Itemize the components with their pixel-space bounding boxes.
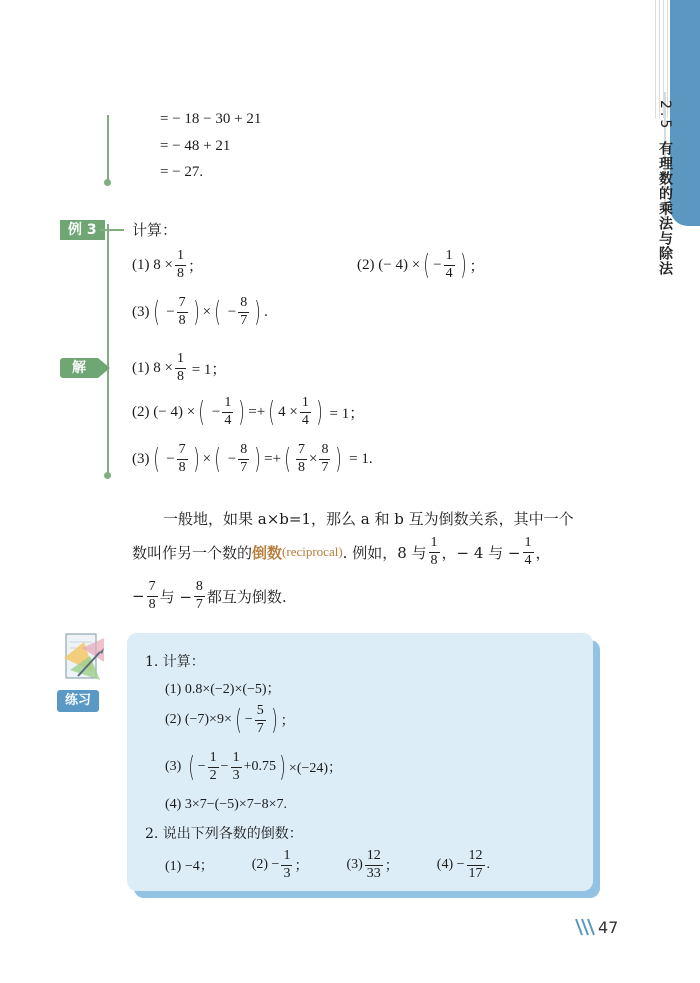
ex1-num: 1 xyxy=(175,249,186,266)
sol2-num-1: 1 xyxy=(222,396,233,413)
q12-fraction xyxy=(255,704,266,736)
q13-num-1: 1 xyxy=(208,751,219,768)
para3-fraction-2 xyxy=(194,580,205,612)
sol1-fraction xyxy=(175,352,186,384)
sol2-prefix: (2) (− 4) × xyxy=(132,403,196,420)
q21: (1) −4； xyxy=(165,859,214,875)
solution-label: 解 xyxy=(60,358,98,378)
practice-notebook-icon xyxy=(60,628,110,688)
sol1-suffix: = 1； xyxy=(191,361,227,378)
para2-text-d: ， xyxy=(535,543,551,562)
q12-prefix: (2) (−7)×9× xyxy=(165,712,232,728)
para3-text-b: 都互为倒数. xyxy=(206,587,287,606)
example-label-connector xyxy=(100,229,124,231)
q13-fraction-2 xyxy=(231,751,242,783)
ex1-fraction xyxy=(175,249,186,281)
q24-suffix: . xyxy=(486,857,491,873)
q13-tail: +0.75 xyxy=(243,759,276,775)
example-problem-1 xyxy=(132,249,203,281)
q24-den: 17 xyxy=(468,865,483,881)
para3-den-1: 8 xyxy=(148,596,156,612)
sol2-suffix: = 1； xyxy=(329,405,365,422)
q22-num: 1 xyxy=(281,849,292,866)
q12-den: 7 xyxy=(256,720,264,736)
para3-num-1: 7 xyxy=(147,580,158,597)
practice-q1-2: (2) (−7)×9× ( − $\frac{5}{7}$ ) ； xyxy=(165,703,295,737)
carry-line-1: = − 18 − 30 + 21 xyxy=(160,111,262,127)
practice-label: 练习 xyxy=(57,690,99,712)
ex2-sign: − xyxy=(433,256,442,273)
sol3-mid: =+ xyxy=(264,450,282,467)
ex3-den-2: 7 xyxy=(240,312,248,328)
practice-q1-4: (4) 3×7−(−5)×7−8×7. xyxy=(165,797,288,812)
q13-prefix: (3) xyxy=(165,759,182,775)
para3-fraction-1 xyxy=(147,580,158,612)
chapter-number: 2.5 xyxy=(657,100,673,132)
paragraph-line-2 xyxy=(132,536,551,568)
para3-num-2: 8 xyxy=(194,580,205,597)
para2-text-c: ，− 4 与 − xyxy=(441,543,521,562)
sol2-num-2: 1 xyxy=(300,396,311,413)
q23-suffix: ； xyxy=(384,859,399,875)
ex2-fraction xyxy=(444,249,455,281)
ex1-prefix: (1) 8 × xyxy=(132,256,173,273)
ex3-fraction-2 xyxy=(238,296,249,328)
sol3-num-2: 8 xyxy=(238,443,249,460)
practice-q2-answers xyxy=(165,849,490,881)
q22-fraction xyxy=(281,849,292,881)
ex2-num: 1 xyxy=(444,249,455,266)
para2-fraction-2 xyxy=(523,536,534,568)
sol2-inner: 4 × xyxy=(278,403,298,420)
para2-num-2: 1 xyxy=(523,536,534,553)
q23-den: 33 xyxy=(366,865,381,881)
q13-fraction-1 xyxy=(208,751,219,783)
para2-den-2: 4 xyxy=(524,552,532,568)
ex2-suffix: ； xyxy=(469,258,485,275)
rail-end-dot xyxy=(104,179,111,186)
practice-q1-3: (3) ( − $\frac{1}{2}$ − $\frac{1}{3}$ +0.75 ) ×(−24)； xyxy=(165,750,343,784)
sol2-mid: =+ xyxy=(248,403,266,420)
q13-den-2: 3 xyxy=(232,767,240,783)
example-label: 例 3 xyxy=(60,220,105,240)
ex3-fraction-1 xyxy=(177,296,188,328)
solution-label-arrow xyxy=(98,358,110,378)
sol3-fraction-2 xyxy=(238,443,249,475)
sol3-den-1: 8 xyxy=(178,459,186,475)
carry-line-3: = − 27. xyxy=(160,164,204,180)
sol3-prefix: (3) xyxy=(132,450,150,467)
q13-suffix: ×(−24)； xyxy=(288,761,343,777)
sol3-fraction-3 xyxy=(296,443,307,475)
q13-num-2: 1 xyxy=(231,751,242,768)
para2-fraction-1 xyxy=(429,536,440,568)
ex1-den: 8 xyxy=(176,265,184,281)
ex3-prefix: (3) xyxy=(132,303,150,320)
chapter-title: 有理数的乘法与除法 xyxy=(657,141,673,277)
q23-num: 12 xyxy=(365,849,383,866)
q24-prefix: (4) − xyxy=(436,857,465,873)
practice-q1-1: (1) 0.8×(−2)×(−5)； xyxy=(165,682,281,697)
practice-q1: 1. 计算： xyxy=(145,654,205,670)
sol2-fraction-2 xyxy=(300,396,311,428)
para2-text-b: . 例如，8 与 xyxy=(342,543,427,562)
sol3-num-3: 7 xyxy=(296,443,307,460)
sol2-den-2: 4 xyxy=(301,412,309,428)
q22-den: 3 xyxy=(283,865,291,881)
para2-den-1: 8 xyxy=(430,552,438,568)
sol3-num-1: 7 xyxy=(177,443,188,460)
sol3-fraction-1 xyxy=(177,443,188,475)
practice-q2: 2. 说出下列各数的倒数： xyxy=(145,826,303,842)
sol1-prefix: (1) 8 × xyxy=(132,359,173,376)
ex1-suffix: ； xyxy=(187,258,203,275)
q23-fraction xyxy=(365,849,383,881)
example-rail-dot xyxy=(104,472,111,479)
ex3-suffix: . xyxy=(264,303,268,320)
example-rail xyxy=(107,224,109,476)
continuation-rail xyxy=(107,115,109,182)
q24-fraction xyxy=(467,849,485,881)
ex3-times: × xyxy=(202,303,212,320)
sol3-den-4: 7 xyxy=(321,459,329,475)
ex3-num-2: 8 xyxy=(238,296,249,313)
q12-suffix: ； xyxy=(280,714,295,730)
ex3-num-1: 7 xyxy=(177,296,188,313)
sol3-den-3: 8 xyxy=(298,459,306,475)
sol3-num-4: 8 xyxy=(319,443,330,460)
para2-text-a: 数叫作另一个数的 xyxy=(132,543,253,562)
ex2-prefix: (2) (− 4) × xyxy=(357,256,421,273)
sol3-fraction-4 xyxy=(319,443,330,475)
sol1-den: 8 xyxy=(176,368,184,384)
para2-num-1: 1 xyxy=(429,536,440,553)
para3-den-2: 7 xyxy=(195,596,203,612)
q13-den-1: 2 xyxy=(209,767,217,783)
solution-step-2: (2) (− 4) × ( − $\frac{1}{4}$ ) =+ ( 4 × $\frac{1}{4}$ ) = 1； xyxy=(132,395,365,429)
sol3-suffix: = 1. xyxy=(349,450,373,467)
example-problem-2: (2) (− 4) × ( − $\frac{1}{4}$ ) ； xyxy=(357,248,485,282)
sol3-den-2: 7 xyxy=(240,459,248,475)
sol2-den-1: 4 xyxy=(224,412,232,428)
q22-prefix: (2) − xyxy=(251,857,280,873)
keyword-reciprocal: 倒数 xyxy=(252,543,283,562)
example-intro: 计算： xyxy=(132,221,178,239)
paragraph-line-1: 一般地，如果 a×b=1，那么 a 和 b 互为倒数关系，其中一个 xyxy=(163,510,574,528)
q23-prefix: (3) xyxy=(346,857,363,873)
solution-step-3: (3) ( − $\frac{7}{8}$ ) × ( − $\frac{8}{7}$ ) =+ ( $\frac{7}{8}$ × $\frac{8}{7}$ ) = 1. xyxy=(132,442,373,476)
sol1-num: 1 xyxy=(175,352,186,369)
sol2-fraction-1 xyxy=(222,396,233,428)
ex3-den-1: 8 xyxy=(178,312,186,328)
chapter-heading xyxy=(655,100,675,276)
para3-text-a: 与 − xyxy=(159,587,192,606)
q12-num: 5 xyxy=(255,704,266,721)
q22-suffix: ； xyxy=(294,859,309,875)
solution-step-1 xyxy=(132,352,226,384)
q24-num: 12 xyxy=(467,849,485,866)
ex2-den: 4 xyxy=(445,265,453,281)
example-problem-3: (3) ( − $\frac{7}{8}$ ) × ( − $\frac{8}{7}$ ) . xyxy=(132,295,268,329)
carry-line-2: = − 48 + 21 xyxy=(160,138,231,154)
keyword-english: (reciprocal) xyxy=(282,544,343,560)
page-number: 47 xyxy=(598,918,619,937)
paragraph-line-3: − $\frac{7}{8}$ 与 − $\frac{8}{7}$ 都互为倒数. xyxy=(132,579,287,612)
page-slashes-decoration xyxy=(574,917,598,937)
